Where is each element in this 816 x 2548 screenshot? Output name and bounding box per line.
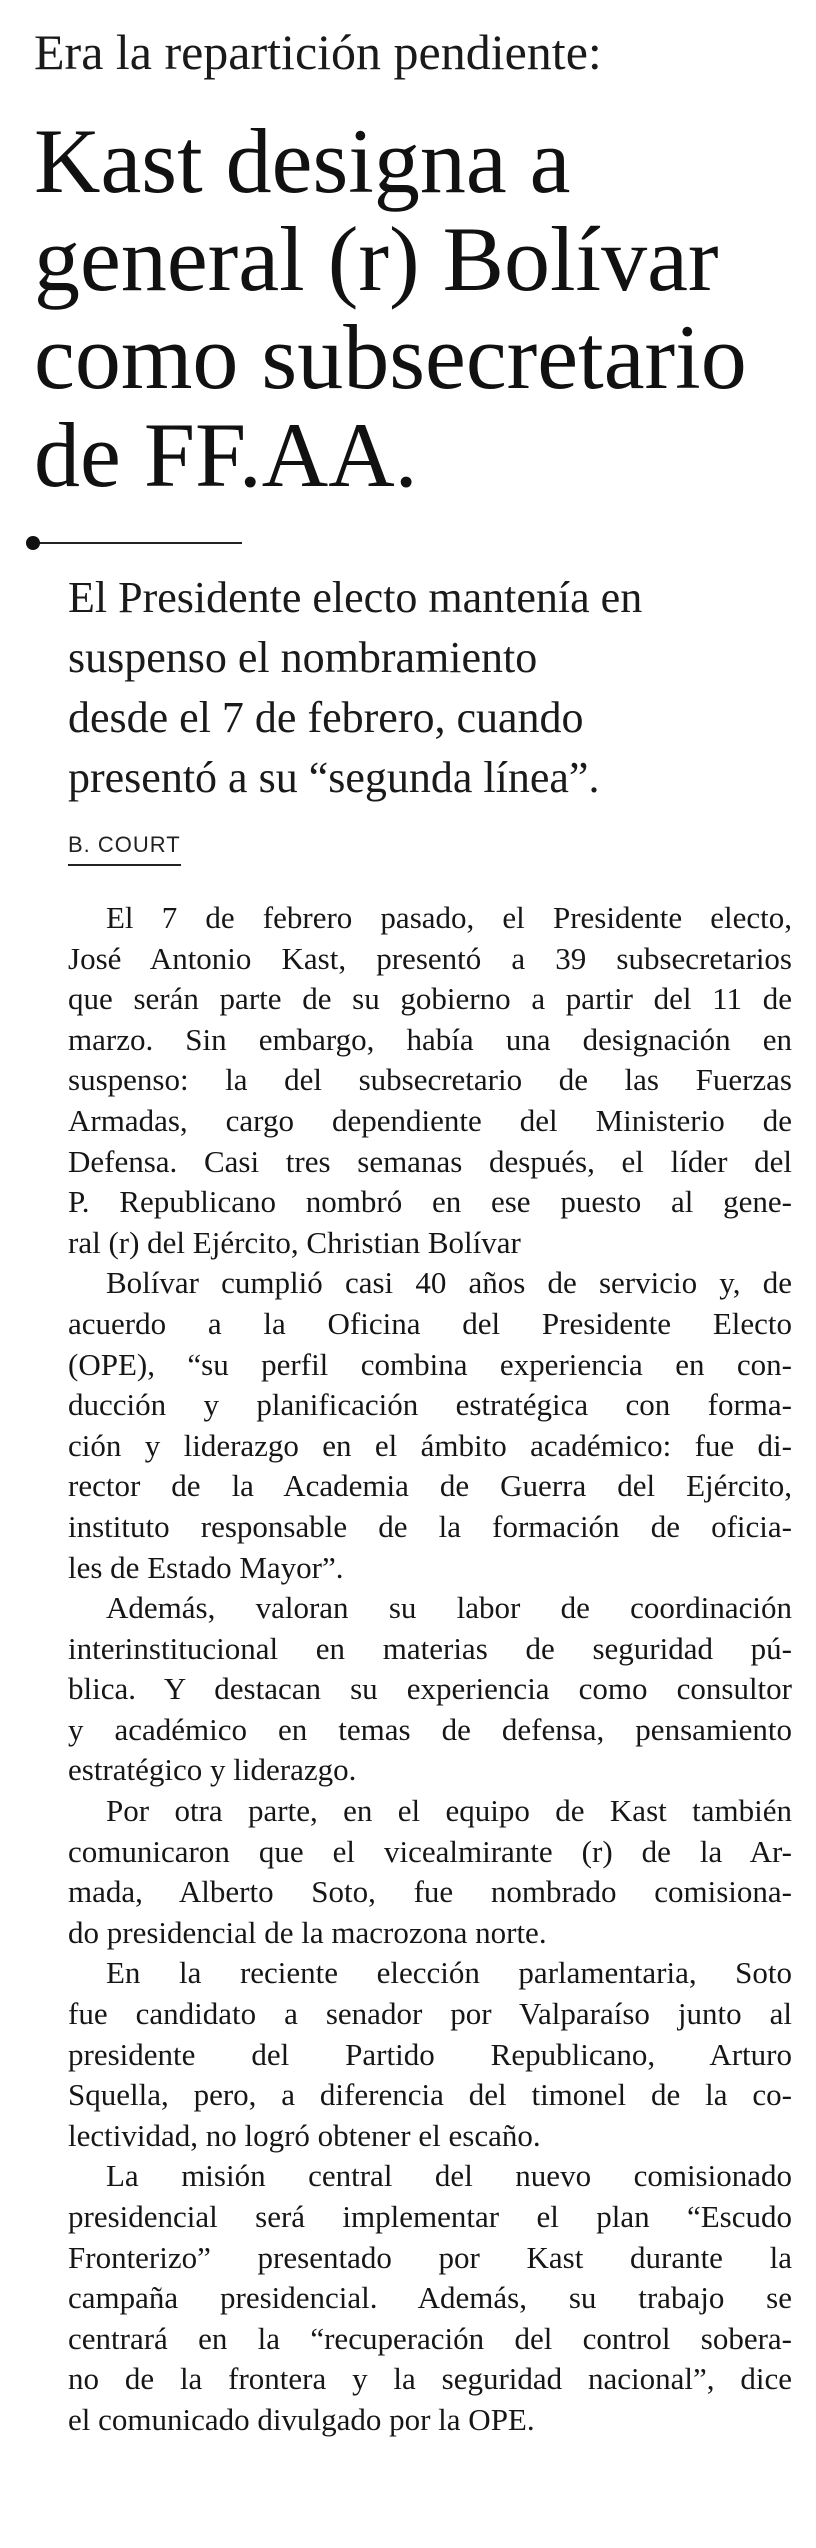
body-line: Squella, pero, a diferencia del timonel de la co- — [68, 2077, 792, 2113]
body-line: les de Estado Mayor”. — [68, 1549, 344, 1585]
article-kicker: Era la repartición pendiente: — [34, 24, 602, 80]
body-line: José Antonio Kast, presentó a 39 subsecretarios — [68, 940, 792, 976]
bullet-divider — [26, 536, 242, 550]
body-line: campaña presidencial. Además, su trabajo se — [68, 2280, 792, 2316]
body-line: mada, Alberto Soto, fue nombrado comisiona- — [68, 1874, 792, 1910]
headline-line: general (r) Bolívar — [34, 208, 719, 310]
article-deck — [68, 568, 798, 808]
body-line: El 7 de febrero pasado, el Presidente electo, — [106, 900, 792, 935]
body-line: La misión central del nuevo comisionado — [106, 2158, 792, 2194]
body-line: Fronterizo” presentado por Kast durante la — [68, 2239, 792, 2275]
body-line: y académico en temas de defensa, pensamiento — [68, 1711, 792, 1747]
body-line: Armadas, cargo dependiente del Ministerio de — [68, 1102, 792, 1138]
body-line: ción y liderazgo en el ámbito académico: fue di- — [68, 1427, 792, 1463]
headline-line: de FF.AA. — [34, 404, 418, 506]
body-line: Por otra parte, en el equipo de Kast también — [106, 1793, 792, 1829]
article-body — [68, 898, 792, 2441]
body-line: suspenso: la del subsecretario de las Fuerzas — [68, 1062, 792, 1098]
divider-line — [34, 542, 242, 544]
deck-line: suspenso el nombramiento — [68, 633, 538, 682]
body-line: fue candidato a senador por Valparaíso junto al — [68, 1996, 792, 2032]
body-line: instituto responsable de la formación de oficia- — [68, 1508, 792, 1544]
body-line: presidente del Partido Republicano, Arturo — [68, 2036, 792, 2072]
body-line: centrará en la “recuperación del control sobera- — [68, 2320, 792, 2356]
body-line: En la reciente elección parlamentaria, Soto — [106, 1955, 792, 1991]
article-headline — [34, 112, 794, 504]
body-line: ducción y planificación estratégica con forma- — [68, 1387, 792, 1423]
body-line: interinstitucional en materias de seguridad pú- — [68, 1630, 792, 1666]
body-line: Además, valoran su labor de coordinación — [106, 1590, 792, 1626]
body-line: presidencial será implementar el plan “Escudo — [68, 2199, 792, 2234]
deck-line: presentó a su “segunda línea”. — [68, 753, 600, 802]
body-line: do presidencial de la macrozona norte. — [68, 1914, 547, 1950]
headline-line: como subsecretario — [34, 306, 747, 408]
body-line: acuerdo a la Oficina del Presidente Electo — [68, 1305, 792, 1341]
body-line: estratégico y liderazgo. — [68, 1752, 357, 1788]
body-line: comunicaron que el vicealmirante (r) de la Ar- — [68, 1833, 792, 1869]
body-line: blica. Y destacan su experiencia como consultor — [68, 1671, 792, 1707]
bullet-dot-icon — [26, 536, 40, 550]
article-byline: B. COURT — [68, 832, 181, 866]
body-line: lectividad, no logró obtener el escaño. — [68, 2117, 541, 2153]
body-line: (OPE), “su perfil combina experiencia en con- — [68, 1346, 792, 1382]
body-line: el comunicado divulgado por la OPE. — [68, 2401, 535, 2437]
body-line: Defensa. Casi tres semanas después, el líder del — [68, 1143, 792, 1179]
body-line: no de la frontera y la seguridad nacional”, dice — [68, 2361, 792, 2397]
body-line: Bolívar cumplió casi 40 años de servicio y, de — [106, 1265, 792, 1301]
body-line: rector de la Academia de Guerra del Ejército, — [68, 1468, 792, 1504]
body-line: marzo. Sin embargo, había una designación en — [68, 1021, 792, 1057]
deck-line: El Presidente electo mantenía en — [68, 573, 643, 622]
body-line: ral (r) del Ejército, Christian Bolívar — [68, 1224, 521, 1260]
body-line: P. Republicano nombró en ese puesto al gene- — [68, 1184, 792, 1220]
body-line: que serán parte de su gobierno a partir del 11 de — [68, 981, 792, 1017]
headline-line: Kast designa a — [34, 110, 571, 212]
deck-line: desde el 7 de febrero, cuando — [68, 693, 584, 742]
